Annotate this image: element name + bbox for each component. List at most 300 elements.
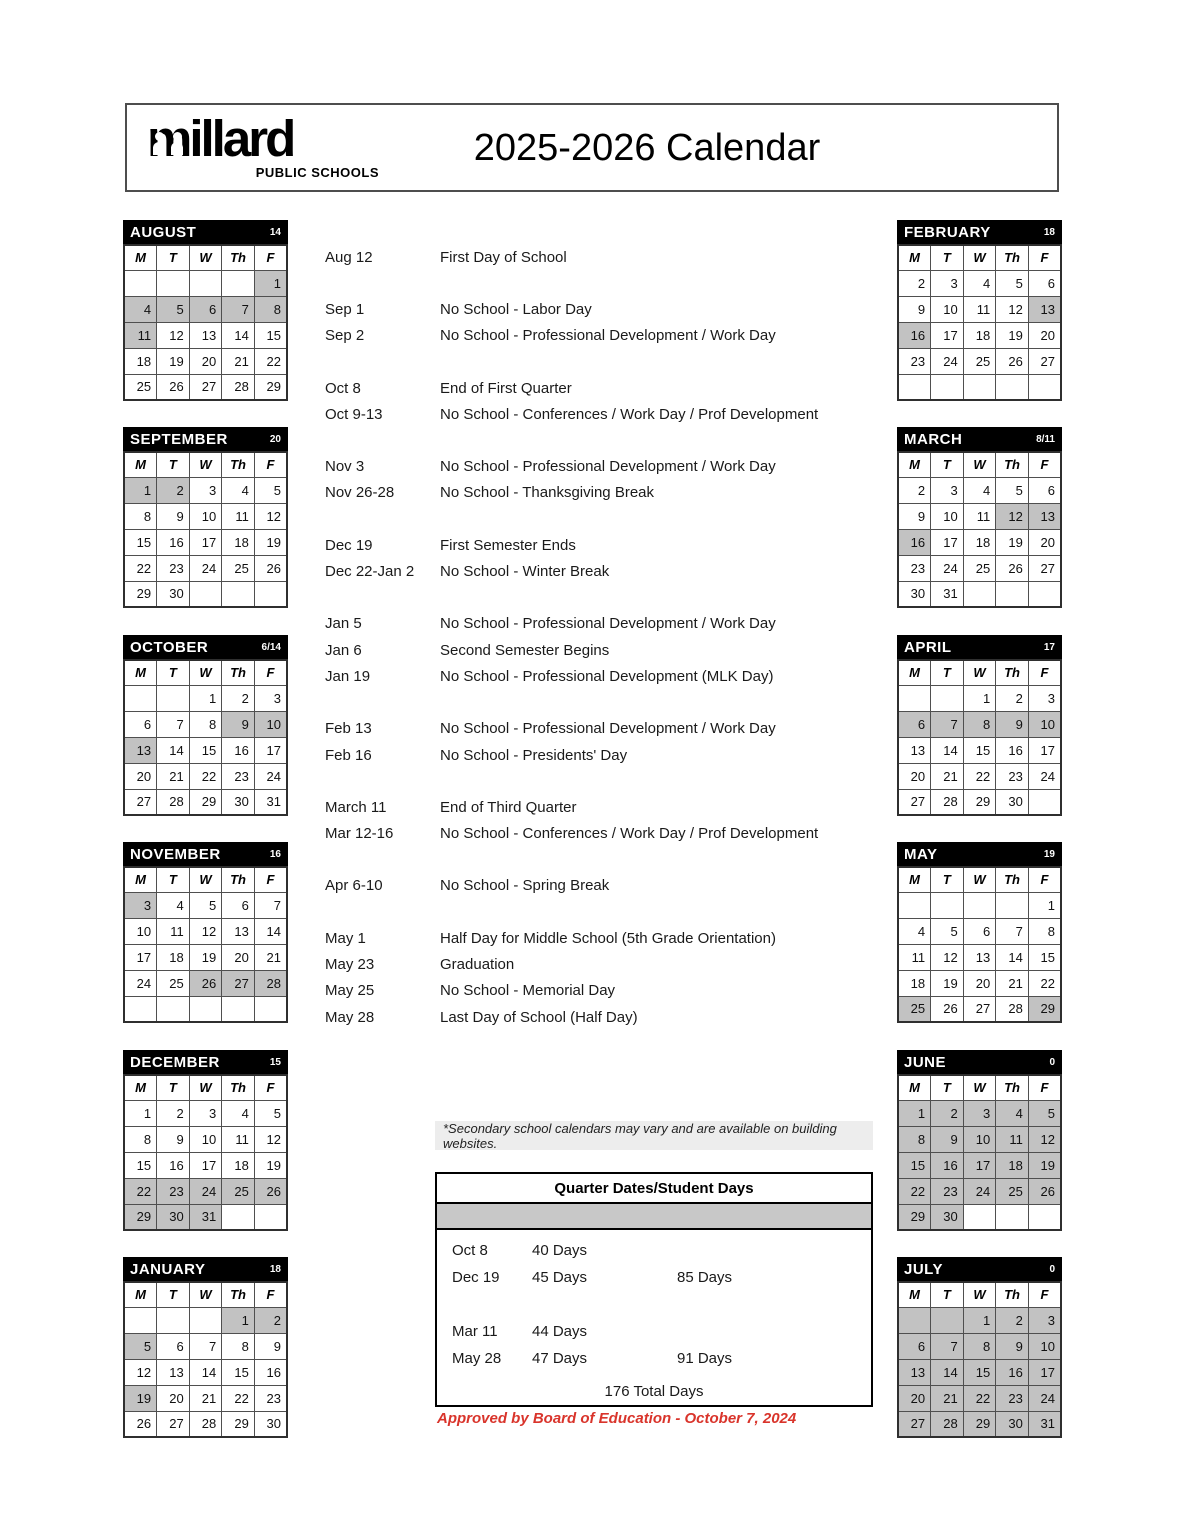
day-cell: 6 <box>898 711 931 737</box>
month-name: APRIL <box>904 638 952 656</box>
day-header: F <box>1028 1282 1061 1307</box>
day-cell: 9 <box>996 711 1029 737</box>
day-cell: 22 <box>963 763 996 789</box>
quarter-row <box>437 1318 871 1345</box>
day-cell: 15 <box>963 1359 996 1385</box>
event-row <box>325 637 885 663</box>
month-day-count: 19 <box>1043 848 1055 860</box>
day-header: Th <box>996 452 1029 477</box>
week-row <box>898 685 1061 711</box>
day-header-row <box>898 452 1061 477</box>
day-cell: 19 <box>1028 1152 1061 1178</box>
day-cell: 17 <box>963 1152 996 1178</box>
day-header: T <box>931 452 964 477</box>
day-cell: 30 <box>157 581 190 607</box>
quarter-row <box>437 1345 871 1372</box>
day-cell: 9 <box>254 1333 287 1359</box>
day-header: F <box>254 1075 287 1100</box>
total-days: 176 Total Days <box>604 1383 704 1400</box>
day-cell: 8 <box>963 711 996 737</box>
day-cell: 27 <box>189 374 222 400</box>
month-calendar-october <box>123 635 288 816</box>
day-cell: 14 <box>222 322 255 348</box>
day-cell: 15 <box>963 737 996 763</box>
event-group <box>325 873 885 899</box>
event-description: No School - Professional Development / Work Day <box>440 458 776 476</box>
month-calendar-may <box>897 842 1062 1023</box>
day-cell: 16 <box>157 1152 190 1178</box>
month-grid <box>123 451 288 608</box>
day-cell: 1 <box>222 1307 255 1333</box>
day-cell: 27 <box>898 1411 931 1437</box>
day-header-row <box>124 867 287 892</box>
day-cell: 23 <box>222 763 255 789</box>
quarter-row <box>437 1291 871 1318</box>
day-cell: 25 <box>222 1178 255 1204</box>
millard-logo <box>147 110 379 180</box>
week-row <box>124 322 287 348</box>
day-header: M <box>124 867 157 892</box>
day-cell <box>124 270 157 296</box>
day-cell: 8 <box>222 1333 255 1359</box>
day-cell: 15 <box>898 1152 931 1178</box>
month-grid <box>897 1281 1062 1438</box>
day-cell: 15 <box>254 322 287 348</box>
week-row <box>898 1126 1061 1152</box>
day-header: W <box>189 452 222 477</box>
day-cell: 13 <box>124 737 157 763</box>
event-date: Mar 12-16 <box>325 825 394 843</box>
day-cell: 20 <box>189 348 222 374</box>
event-row <box>325 480 885 506</box>
day-header-row <box>124 1282 287 1307</box>
day-cell: 30 <box>157 1204 190 1230</box>
day-cell: 29 <box>254 374 287 400</box>
week-row <box>898 322 1061 348</box>
month-header <box>897 220 1062 244</box>
month-grid <box>897 1074 1062 1231</box>
day-cell: 21 <box>222 348 255 374</box>
day-header: M <box>898 245 931 270</box>
day-cell: 15 <box>1028 944 1061 970</box>
day-cell: 24 <box>931 348 964 374</box>
day-cell: 24 <box>189 555 222 581</box>
day-cell: 20 <box>1028 322 1061 348</box>
day-cell: 29 <box>1028 996 1061 1022</box>
day-header-row <box>898 867 1061 892</box>
day-cell: 19 <box>996 529 1029 555</box>
week-row <box>898 477 1061 503</box>
day-cell: 24 <box>963 1178 996 1204</box>
day-cell: 16 <box>898 322 931 348</box>
month-header <box>897 842 1062 866</box>
day-cell <box>931 685 964 711</box>
week-row <box>898 970 1061 996</box>
day-cell: 16 <box>898 529 931 555</box>
quarter-cell: May 28 <box>452 1350 502 1367</box>
day-cell: 10 <box>963 1126 996 1152</box>
day-cell: 8 <box>963 1333 996 1359</box>
event-group <box>325 453 885 506</box>
day-cell: 3 <box>124 892 157 918</box>
day-cell: 12 <box>157 322 190 348</box>
day-header: F <box>254 1282 287 1307</box>
month-header <box>123 1050 288 1074</box>
day-cell: 20 <box>124 763 157 789</box>
day-cell <box>222 996 255 1022</box>
event-date: Nov 3 <box>325 458 365 476</box>
day-cell: 27 <box>1028 348 1061 374</box>
day-cell: 16 <box>996 1359 1029 1385</box>
week-row <box>124 270 287 296</box>
day-cell: 1 <box>963 1307 996 1333</box>
day-cell: 1 <box>254 270 287 296</box>
day-cell: 21 <box>931 1385 964 1411</box>
month-name: OCTOBER <box>130 638 209 656</box>
day-cell: 23 <box>898 555 931 581</box>
day-cell: 14 <box>931 737 964 763</box>
day-cell: 26 <box>996 348 1029 374</box>
day-cell <box>898 685 931 711</box>
month-calendar-november <box>123 842 288 1023</box>
event-description: No School - Conferences / Work Day / Prof Development <box>440 405 819 423</box>
day-cell: 20 <box>1028 529 1061 555</box>
day-header: Th <box>222 245 255 270</box>
day-cell: 12 <box>189 918 222 944</box>
day-cell <box>898 374 931 400</box>
day-cell: 14 <box>254 918 287 944</box>
day-cell: 17 <box>1028 1359 1061 1385</box>
day-cell: 18 <box>963 529 996 555</box>
month-name: DECEMBER <box>130 1053 220 1071</box>
week-row <box>124 711 287 737</box>
day-cell <box>189 581 222 607</box>
day-cell <box>124 685 157 711</box>
week-row <box>898 555 1061 581</box>
month-calendar-august <box>123 220 288 401</box>
week-row <box>898 1152 1061 1178</box>
month-header <box>897 635 1062 659</box>
day-cell: 16 <box>931 1152 964 1178</box>
day-cell: 25 <box>963 348 996 374</box>
month-header <box>123 842 288 866</box>
day-header: Th <box>996 1075 1029 1100</box>
day-cell: 11 <box>222 503 255 529</box>
day-header: M <box>124 1282 157 1307</box>
day-cell: 23 <box>157 1178 190 1204</box>
event-row <box>325 375 885 401</box>
day-header: T <box>931 660 964 685</box>
month-grid <box>123 659 288 816</box>
month-grid <box>897 451 1062 608</box>
event-row <box>325 951 885 977</box>
day-cell: 20 <box>157 1385 190 1411</box>
day-cell: 1 <box>124 1100 157 1126</box>
day-header: M <box>898 660 931 685</box>
day-cell: 4 <box>963 270 996 296</box>
week-row <box>124 374 287 400</box>
day-cell: 17 <box>931 322 964 348</box>
day-cell: 29 <box>222 1411 255 1437</box>
day-header: Th <box>996 660 1029 685</box>
day-cell <box>124 1307 157 1333</box>
day-cell: 25 <box>124 374 157 400</box>
event-row <box>325 925 885 951</box>
day-header-row <box>898 660 1061 685</box>
day-cell: 4 <box>898 918 931 944</box>
day-cell: 19 <box>931 970 964 996</box>
day-cell: 18 <box>222 529 255 555</box>
event-description: No School - Professional Development / Work Day <box>440 615 776 633</box>
day-cell: 11 <box>963 296 996 322</box>
month-day-count: 6/14 <box>261 641 281 653</box>
day-header-row <box>898 245 1061 270</box>
day-header: W <box>189 1282 222 1307</box>
key-dates-list <box>325 244 885 1056</box>
day-cell: 12 <box>124 1359 157 1385</box>
day-cell: 3 <box>963 1100 996 1126</box>
day-cell: 8 <box>124 503 157 529</box>
day-cell: 27 <box>124 789 157 815</box>
event-date: Jan 19 <box>325 667 371 685</box>
month-name: MARCH <box>904 430 963 448</box>
event-description: Last Day of School (Half Day) <box>440 1008 638 1026</box>
day-cell: 24 <box>1028 1385 1061 1411</box>
day-cell: 20 <box>963 970 996 996</box>
day-cell <box>996 374 1029 400</box>
day-cell: 24 <box>124 970 157 996</box>
day-cell: 5 <box>1028 1100 1061 1126</box>
day-cell: 22 <box>189 763 222 789</box>
day-header: T <box>157 452 190 477</box>
event-row <box>325 978 885 1004</box>
week-row <box>124 970 287 996</box>
day-cell <box>222 270 255 296</box>
day-cell: 10 <box>1028 1333 1061 1359</box>
day-cell: 5 <box>996 477 1029 503</box>
month-header <box>123 1257 288 1281</box>
day-header-row <box>124 245 287 270</box>
day-cell: 22 <box>963 1385 996 1411</box>
day-cell: 30 <box>254 1411 287 1437</box>
day-cell: 22 <box>124 1178 157 1204</box>
event-date: March 11 <box>325 798 387 816</box>
quarter-cell: 47 Days <box>532 1350 588 1367</box>
event-row <box>325 1004 885 1030</box>
quarter-cell: Oct 8 <box>452 1242 488 1259</box>
day-cell: 18 <box>963 322 996 348</box>
day-cell: 26 <box>157 374 190 400</box>
week-row <box>898 1178 1061 1204</box>
day-cell <box>189 996 222 1022</box>
day-cell: 17 <box>124 944 157 970</box>
day-header: F <box>1028 660 1061 685</box>
day-cell: 9 <box>157 503 190 529</box>
day-cell: 1 <box>189 685 222 711</box>
day-header: F <box>254 245 287 270</box>
day-cell: 4 <box>157 892 190 918</box>
day-header: T <box>931 1075 964 1100</box>
day-header: W <box>189 867 222 892</box>
day-cell: 26 <box>254 555 287 581</box>
day-cell: 30 <box>996 1411 1029 1437</box>
event-date: Oct 8 <box>325 379 361 397</box>
week-row <box>124 1307 287 1333</box>
day-cell <box>1028 581 1061 607</box>
page-title: 2025-2026 Calendar <box>473 127 821 169</box>
month-name: JULY <box>904 1260 943 1278</box>
day-cell: 2 <box>254 1307 287 1333</box>
day-cell: 7 <box>157 711 190 737</box>
week-row <box>898 1100 1061 1126</box>
month-calendar-march <box>897 427 1062 608</box>
month-header <box>897 1257 1062 1281</box>
day-cell: 18 <box>222 1152 255 1178</box>
event-description: Second Semester Begins <box>440 641 610 659</box>
week-row <box>898 503 1061 529</box>
day-cell: 1 <box>1028 892 1061 918</box>
day-cell: 18 <box>898 970 931 996</box>
day-cell <box>1028 374 1061 400</box>
month-name: NOVEMBER <box>130 845 221 863</box>
event-group <box>325 532 885 585</box>
day-cell: 7 <box>254 892 287 918</box>
week-row <box>124 581 287 607</box>
event-row <box>325 453 885 479</box>
quarter-cell: 91 Days <box>677 1350 733 1367</box>
day-cell: 9 <box>898 503 931 529</box>
event-description: Half Day for Middle School (5th Grade Orientation) <box>440 929 776 947</box>
day-cell: 4 <box>996 1100 1029 1126</box>
month-header <box>123 220 288 244</box>
day-header: Th <box>996 245 1029 270</box>
week-row <box>124 918 287 944</box>
day-header: W <box>189 1075 222 1100</box>
week-row <box>124 789 287 815</box>
day-cell <box>222 1204 255 1230</box>
day-cell: 2 <box>996 685 1029 711</box>
day-cell: 6 <box>222 892 255 918</box>
quarter-table-gray-row <box>437 1204 871 1230</box>
event-row <box>325 820 885 846</box>
day-cell: 27 <box>1028 555 1061 581</box>
day-cell <box>963 581 996 607</box>
day-cell: 24 <box>189 1178 222 1204</box>
event-description: No School - Professional Development (MLK Day) <box>440 667 774 685</box>
event-description: End of Third Quarter <box>440 798 577 816</box>
day-cell: 2 <box>898 270 931 296</box>
day-header: T <box>931 245 964 270</box>
day-cell <box>157 685 190 711</box>
day-cell: 3 <box>1028 685 1061 711</box>
day-cell: 14 <box>157 737 190 763</box>
day-header: W <box>963 245 996 270</box>
day-cell: 17 <box>189 529 222 555</box>
month-name: JUNE <box>904 1053 947 1071</box>
day-cell: 9 <box>157 1126 190 1152</box>
day-cell: 27 <box>222 970 255 996</box>
day-cell <box>898 892 931 918</box>
week-row <box>124 1100 287 1126</box>
day-cell: 28 <box>157 789 190 815</box>
day-cell: 3 <box>931 270 964 296</box>
month-day-count: 0 <box>1049 1056 1055 1068</box>
day-cell: 16 <box>996 737 1029 763</box>
day-cell <box>222 581 255 607</box>
day-cell: 8 <box>189 711 222 737</box>
event-row <box>325 323 885 349</box>
month-grid <box>123 244 288 401</box>
day-cell: 4 <box>124 296 157 322</box>
day-cell: 24 <box>1028 763 1061 789</box>
event-date: Dec 19 <box>325 536 373 554</box>
event-date: Apr 6-10 <box>325 877 383 895</box>
day-header: W <box>963 867 996 892</box>
day-header: F <box>254 867 287 892</box>
event-description: End of First Quarter <box>440 379 572 397</box>
day-cell: 17 <box>1028 737 1061 763</box>
month-calendar-september <box>123 427 288 608</box>
day-cell: 28 <box>996 996 1029 1022</box>
week-row <box>898 529 1061 555</box>
day-cell: 3 <box>1028 1307 1061 1333</box>
day-cell: 11 <box>157 918 190 944</box>
event-description: Graduation <box>440 955 515 973</box>
day-cell: 26 <box>996 555 1029 581</box>
day-cell: 10 <box>1028 711 1061 737</box>
week-row <box>124 1152 287 1178</box>
day-cell: 12 <box>1028 1126 1061 1152</box>
day-cell: 21 <box>189 1385 222 1411</box>
event-date: Feb 16 <box>325 746 372 764</box>
day-header: F <box>1028 867 1061 892</box>
day-cell: 10 <box>931 503 964 529</box>
event-row <box>325 716 885 742</box>
day-cell: 13 <box>189 322 222 348</box>
month-calendar-december <box>123 1050 288 1231</box>
logo-wordmark <box>147 110 379 167</box>
day-cell: 7 <box>931 1333 964 1359</box>
week-row <box>898 270 1061 296</box>
day-cell: 2 <box>157 1100 190 1126</box>
day-cell: 9 <box>996 1333 1029 1359</box>
week-row <box>898 1333 1061 1359</box>
day-header: Th <box>222 1075 255 1100</box>
day-cell: 8 <box>254 296 287 322</box>
day-cell: 5 <box>157 296 190 322</box>
week-row <box>124 1411 287 1437</box>
day-cell: 6 <box>157 1333 190 1359</box>
week-row <box>898 1359 1061 1385</box>
day-header: F <box>254 452 287 477</box>
day-header: Th <box>222 660 255 685</box>
quarter-row <box>437 1264 871 1291</box>
day-cell: 31 <box>189 1204 222 1230</box>
event-row <box>325 296 885 322</box>
day-cell: 6 <box>1028 270 1061 296</box>
day-cell: 19 <box>254 1152 287 1178</box>
day-cell: 17 <box>254 737 287 763</box>
day-cell: 8 <box>1028 918 1061 944</box>
month-day-count: 8/11 <box>1036 433 1055 445</box>
month-header <box>123 427 288 451</box>
day-cell <box>189 1307 222 1333</box>
day-header: F <box>254 660 287 685</box>
logo-text: millard <box>147 110 294 167</box>
event-date: Nov 26-28 <box>325 484 395 502</box>
day-cell: 29 <box>963 789 996 815</box>
day-cell <box>996 892 1029 918</box>
